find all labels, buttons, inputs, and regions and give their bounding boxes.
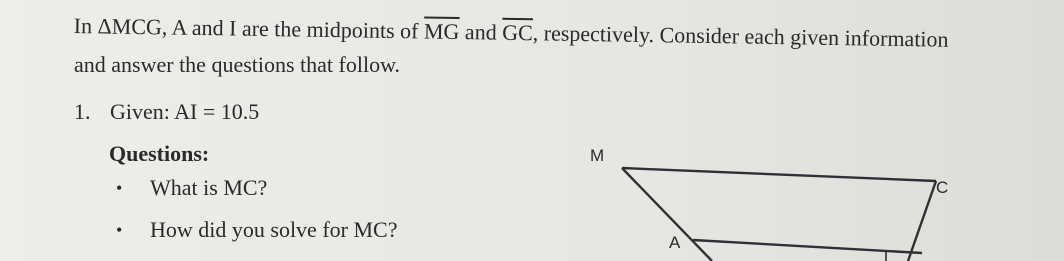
given-statement: Given: AI = 10.5: [110, 99, 260, 124]
segment-mg: $\overline{MG}$: [423, 18, 460, 45]
intro-text-line2: and answer the questions that follow.: [74, 52, 401, 77]
segment-c-bottom: [908, 181, 936, 261]
intro-suffix: , respectively. Consider each given information: [532, 20, 949, 52]
questions-heading: Questions:: [109, 141, 210, 166]
problem-number: 1.: [74, 99, 91, 124]
question-item-2: How did you solve for MC?: [150, 217, 398, 242]
intro-prefix: In ΔMCG, A and I are the midpoints of: [73, 13, 425, 44]
segment-m-bottom: [622, 168, 712, 261]
label-m: M: [590, 146, 605, 165]
label-a: A: [669, 233, 681, 252]
segment-mc: [622, 168, 936, 181]
bullet-2: •: [116, 220, 123, 240]
intro-mid: and: [459, 19, 503, 45]
segment-gc: $\overline{GC}$: [501, 19, 533, 46]
segment-ai: [693, 240, 922, 253]
triangle-figure: [590, 140, 1064, 261]
label-c: C: [936, 178, 949, 197]
intro-text-line1: [74, 13, 949, 53]
bullet-1: •: [116, 178, 123, 198]
question-item-1: What is MC?: [150, 175, 268, 200]
